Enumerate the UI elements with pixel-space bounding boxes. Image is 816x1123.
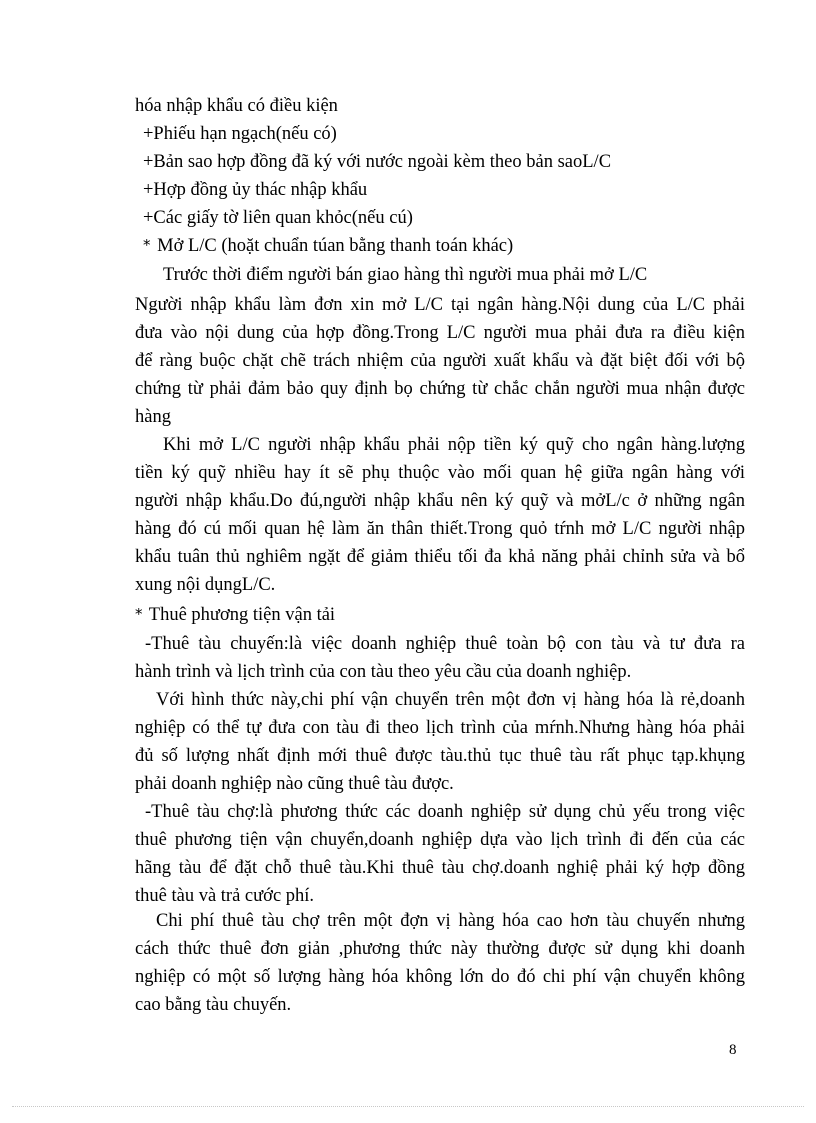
paragraph-first-line <box>163 261 773 289</box>
text-line <box>135 571 745 599</box>
line-text: +Phiếu hạn ngạch(nếu có) <box>143 124 337 144</box>
line-text: khẩu tuân thủ nghiêm ngặt để giảm thiểu tối đa khả năng phải chỉnh sửa và bổ <box>135 547 745 567</box>
line-text: nghiệp có thể tự đưa con tàu đi theo lịch trình của mŕnh.Nhưng hàng hóa phải <box>135 718 745 738</box>
line-text: cao bằng tàu chuyến. <box>135 995 292 1015</box>
line-text: xung nội dụngL/C. <box>135 575 276 595</box>
footer-divider <box>12 1106 804 1107</box>
text-line <box>135 714 745 742</box>
line-text: người nhập khẩu.Do đú,người nhập khẩu nên ký quỹ và mởL/c ở những ngân <box>135 491 745 511</box>
text-line <box>135 658 745 686</box>
paragraph-first-line <box>145 630 745 658</box>
line-text: thuê phương tiện vận chuyển,doanh nghiệp dựa vào lịch trình đi đến của các <box>135 830 745 850</box>
text-line <box>135 543 745 571</box>
line-text: phải doanh nghiệp nào cũng thuê tàu được. <box>135 774 454 794</box>
text-line <box>135 882 745 910</box>
line-text: +Hợp đồng ủy thác nhập khẩu <box>143 180 368 200</box>
line-text: +Bản sao hợp đồng đã ký với nước ngoài kèm theo bản saoL/C <box>143 152 612 172</box>
text-line <box>135 991 745 1019</box>
bullet-heading <box>143 232 753 260</box>
list-item <box>143 148 753 176</box>
text-line <box>135 770 745 798</box>
line-text: Với hình thức này,chi phí vận chuyển trên một đơn vị hàng hóa là rẻ,doanh <box>156 690 745 710</box>
line-text: đưa vào nội dung của hợp đồng.Trong L/C người mua phải đưa ra điều kiện <box>135 323 745 343</box>
list-item <box>143 176 753 204</box>
line-text: hóa nhập khẩu có điều kiện <box>135 96 338 116</box>
line-text: Thuê phương tiện vận tải <box>148 605 336 625</box>
text-line <box>135 935 745 963</box>
line-text: đủ số lượng nhất định mới thuê được tàu.thủ tục thuê tàu rất phục tạp.khụng <box>135 746 745 766</box>
line-text: Trước thời điểm người bán giao hàng thì người mua phải mở L/C <box>163 265 648 285</box>
page-number: 8 <box>729 1042 737 1058</box>
paragraph-first-line <box>145 798 745 826</box>
text-line <box>135 319 745 347</box>
text-line <box>135 403 745 431</box>
text-line <box>135 854 745 882</box>
text-line <box>135 742 745 770</box>
text-line <box>135 459 745 487</box>
text-line <box>135 487 745 515</box>
line-text: hàng <box>135 407 171 427</box>
line-text: hãng tàu để đặt chỗ thuê tàu.Khi thuê tàu chợ.doanh nghiệ phải ký hợp đồng <box>135 858 745 878</box>
line-text: hàng đó cú mối quan hệ làm ăn thân thiết.Trong quỏ tŕnh mở L/C người nhập <box>135 519 745 539</box>
line-text: Mở L/C (hoặt chuẩn túan bằng thanh toán khác) <box>157 236 514 256</box>
star-bullet-icon: * <box>135 605 143 623</box>
paragraph-first-line <box>156 686 745 714</box>
paragraph-first-line <box>156 907 745 935</box>
line-text: tiền ký quỹ nhiều hay ít sẽ phụ thuộc vào mối quan hệ giữa ngân hàng với <box>135 463 745 483</box>
star-bullet-icon: * <box>143 236 151 254</box>
line-text: Người nhập khẩu làm đơn xin mở L/C tại ngân hàng.Nội dung của L/C phải <box>135 295 745 315</box>
paragraph-first-line <box>163 431 745 459</box>
line-text: cách thức thuê đơn giản ,phương thức này thường được sử dụng khi doanh <box>135 939 745 959</box>
list-item <box>143 120 753 148</box>
text-line <box>135 291 745 319</box>
line-text: nghiệp có một số lượng hàng hóa không lớn do đó chi phí vận chuyển không <box>135 967 745 987</box>
bullet-heading <box>135 601 745 629</box>
text-line <box>135 826 745 854</box>
text-line <box>135 963 745 991</box>
line-text: để ràng buộc chặt chẽ trách nhiệm của người xuất khẩu và đặt biệt đối với bộ <box>135 351 745 371</box>
text-line <box>135 347 745 375</box>
line-text: -Thuê tàu chuyến:là việc doanh nghiệp thuê toàn bộ con tàu và tư đưa ra <box>145 634 745 654</box>
line-text: +Các giấy tờ liên quan khỏc(nếu cú) <box>143 208 413 228</box>
line-text: Khi mở L/C người nhập khẩu phải nộp tiền ký quỹ cho ngân hàng.lượng <box>163 435 745 455</box>
line-text: chứng từ phải đảm bảo quy định bọ chứng từ chắc chắn người mua nhận được <box>135 379 745 399</box>
text-line <box>135 92 745 120</box>
text-line <box>135 375 745 403</box>
list-item <box>143 204 753 232</box>
text-line <box>135 515 745 543</box>
line-text: hành trình và lịch trình của con tàu theo yêu cầu của doanh nghiệp. <box>135 662 632 682</box>
line-text: -Thuê tàu chợ:là phương thức các doanh nghiệp sử dụng chủ yếu trong việc <box>145 802 745 822</box>
line-text: thuê tàu và trả cước phí. <box>135 886 315 906</box>
line-text: Chi phí thuê tàu chợ trên một đợn vị hàng hóa cao hơn tàu chuyến nhưng <box>156 911 745 931</box>
